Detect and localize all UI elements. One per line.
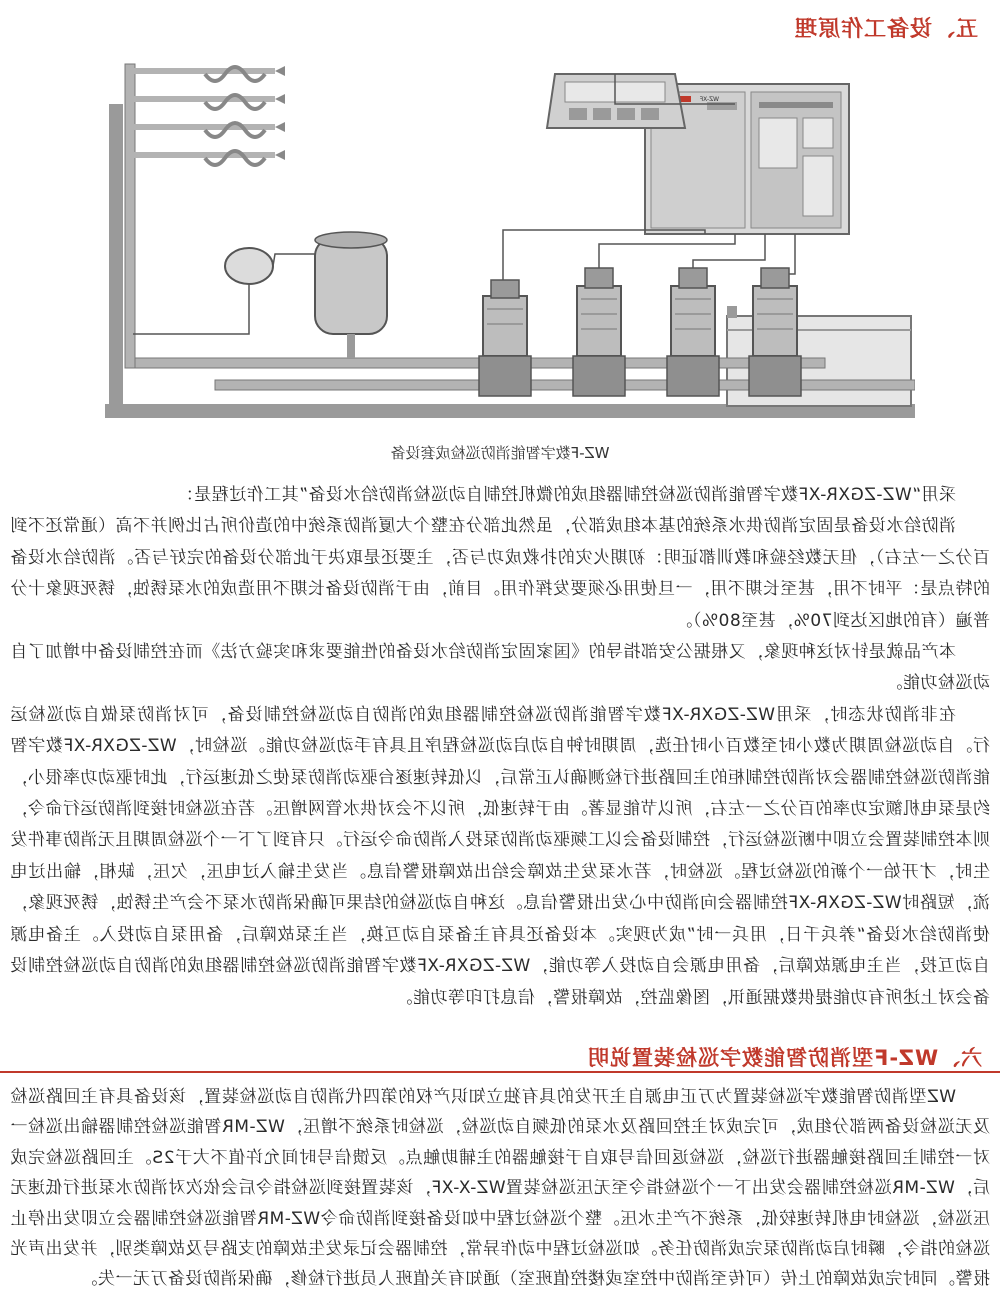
figure-caption-bar	[0, 442, 1000, 466]
riser-pipe	[125, 64, 135, 368]
section-6-body	[10, 1082, 990, 1306]
section-5-paragraph: 本产品就是针对这种现象，又根据公安部指导的《国家固定消防给水设备的性能要求和实验方法》而在控制设备中增加了自动巡检功能。	[10, 642, 990, 694]
section-5-paragraph: 在非消防状态时，采用WZ-ZGXR-XF数字智能消防巡检控制器组成的消防自动巡检控制设备，可对消防泵做自动巡检运行。自动巡检周期为数小时至数百小时任选，周期时钟自动启动巡检程序且具有手动巡检功能。巡检时，WZ-ZGXR-XF数字智能消防巡检控制器会对消防控制柜的主回路进行检测确认正常后，以低转速逐台驱动消防泵使之低速运行，此时驱动功率很小，约是泵电机额定功率的百分之一左右，所以节能显著。由于转速低，所以不会对供水管网增压。若在巡检时接到消防运行命令，则本控制装置会立即中断巡检运行，控制设备会以工频驱动消防泵投入消防命令运行。只有到了下一个巡检周期且无消防事件发生时，才开始一个新的巡检过程。巡检时，若水泵发生故障会给出故障报警信息。当发生输入过电压，欠压，缺相，输出过电流，短路时WZ-ZGXR-XF控制器会向消防中心发出报警信息。这种自动巡检的结果可确保消防水泵不会产生锈蚀，锈死现象，使消防给水设备“养兵千日，用兵一时”成为现实。本设备还具有主备泵自动互换，当主泵故障后，备用泵自动投入。主备电源自动互投，当主电源故障后，备用电源会自动投入等功能，WZ-ZGXR-XF数字智能消防巡检控制器组成的消防自动巡检控制设备会对上述所有功能提供数据通讯，图像监控，故障报警，信息打印等功能。	[10, 704, 990, 1008]
figure-caption: WZ-F数字智能消防巡检成套设备	[390, 444, 610, 462]
section-6-heading-bar	[0, 1036, 1000, 1072]
section-5-paragraph: 消防给水设备是固定消防供水系统的基本组成部分，虽然此部分在整个大厦消防系统中的造价所占比例并不高（通常还不到百分之一左右），但无数经验和教训都证明：初期火灾的扑救成功与否，主要还是取决于此部分设备的完好与否。消防给水设备的特点是：平时不用，甚至长期不用，一旦使用必须要发挥作用。目前，由于消防设备长期不用造成的水泵锈蚀，锈死现象十分普遍（有的地区达到70%，甚至80%）。	[10, 516, 990, 631]
section-5-body	[10, 480, 990, 1030]
pump-1	[749, 268, 801, 396]
section-5-paragraph: 采用“WZ-ZGXR-XF数字智能消防巡检控制器组成的微机控制自动巡检消防给水设备”其工作过程是：	[176, 485, 956, 505]
pump-2	[667, 268, 719, 396]
suction-pipe	[215, 380, 915, 390]
section-5-heading: 五、设备工作原理	[793, 17, 978, 42]
right-wall	[109, 104, 123, 416]
cabinet-label: WZ-XF	[699, 96, 719, 103]
discharge-pipe	[125, 358, 825, 368]
equipment-diagram-svg	[105, 44, 915, 434]
equipment-diagram	[105, 44, 915, 434]
pump-3	[573, 268, 625, 396]
section-6-heading: 六、WZ-F型消防智能数字巡检装置说明	[586, 1046, 982, 1070]
pump-4	[479, 280, 531, 396]
section-5-heading-bar	[0, 8, 1000, 44]
section-6-paragraph: WZ型消防智能数字巡检装置为万正电源自主开发的具有独立知识产权的第四代消防自动巡检装置，该设备具有主回路巡检及无巡检设备两部分组成，可完成对主控回路及水泵的低频自动巡检，巡检时系统不增压，WZ-MR智能巡检控制器输出巡检一对一控制主回路接触器进行巡检，巡检返回信号取自于接触器的主辅助触点。反馈信号时间允许值不大于2S。主回路巡检完成后，WZ-MR巡检控制器会发出下一个巡检指令至无压巡检装置WZ-X-XF，该装置接到巡检指令后会依次对消防水泵进行低速无压巡检，巡检时电机转速较低，系统不产生水压。整个巡检过程中如设备接到消防命令WZ-MR智能巡检控制器会立即发出停止巡检的指令，瞬时启动消防泵完成消防任务。如巡检过程中动作异常，控制器会记录发生故障的支路号及故障类别，并发出声光报警。同时完成故障的上传（可传至消防中控室或楼控值班室）通知有关值班人员进行检修，确保消防设备万无一失。	[10, 1087, 990, 1290]
